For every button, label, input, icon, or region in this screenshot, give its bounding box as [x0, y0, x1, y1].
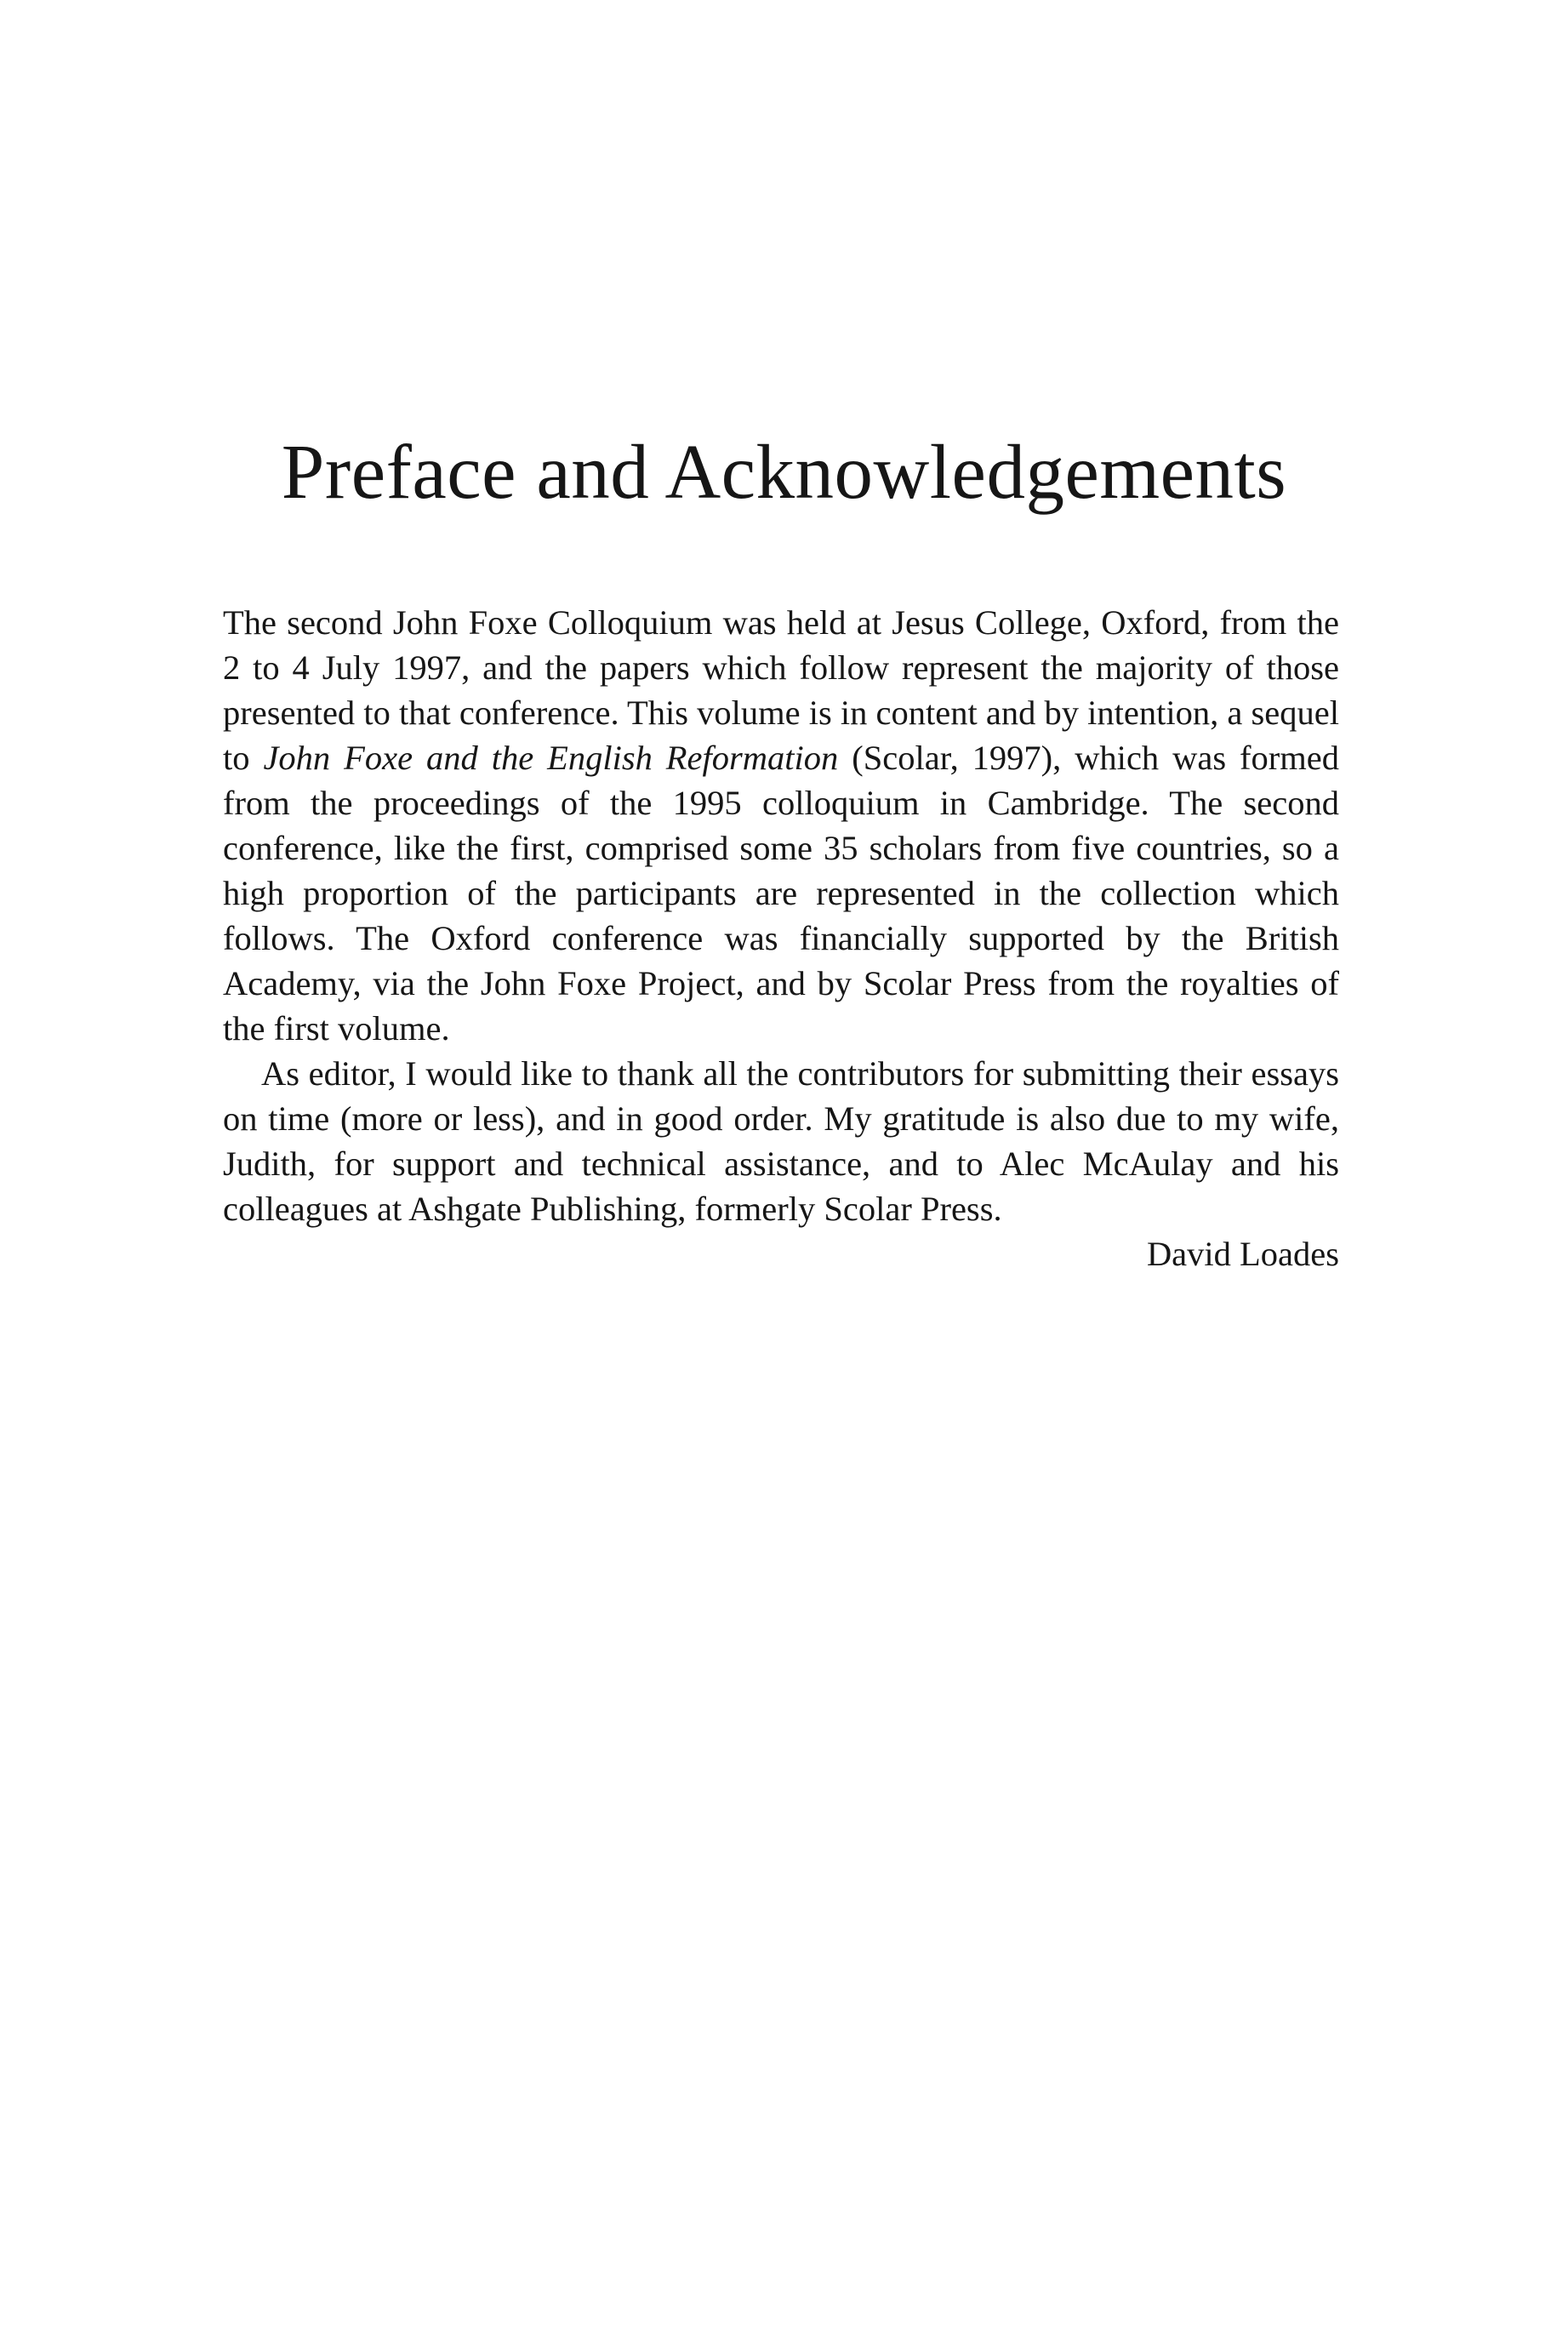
paragraph-1-text-start: The second John Foxe Colloquium was held at Jesus College, Oxford, from the 2 to 4 July 1997, and the papers which follow represent the majority of those presented to that conference. This volume is in content and by intention, a sequel to	[223, 603, 1339, 777]
page-title: Preface and Acknowledgements	[281, 429, 1287, 515]
book-title-italic: John Foxe and the English Reformation	[263, 739, 839, 777]
preface-body	[223, 600, 1339, 1276]
paragraph-1-text-end: (Scolar, 1997), which was formed from the proceedings of the 1995 colloquium in Cambridge. The second conference, like the first, comprised some 35 scholars from five countries, so a high proportion of the participants are represented in the collection which follows. The Oxford conference was financially supported by the British Academy, via the John Foxe Project, and by Scolar Press from the royalties of the first volume.	[223, 739, 1339, 1048]
author-signature: David Loades	[1146, 1235, 1339, 1273]
paragraph-1	[223, 600, 1339, 1051]
paragraph-2: As editor, I would like to thank all the contributors for submitting their essays on time (more or less), and in good order. My gratitude is also due to my wife, Judith, for support and technical assistance, and to Alec McAulay and his colleagues at Ashgate Publishing, formerly Scolar Press.	[223, 1054, 1339, 1228]
